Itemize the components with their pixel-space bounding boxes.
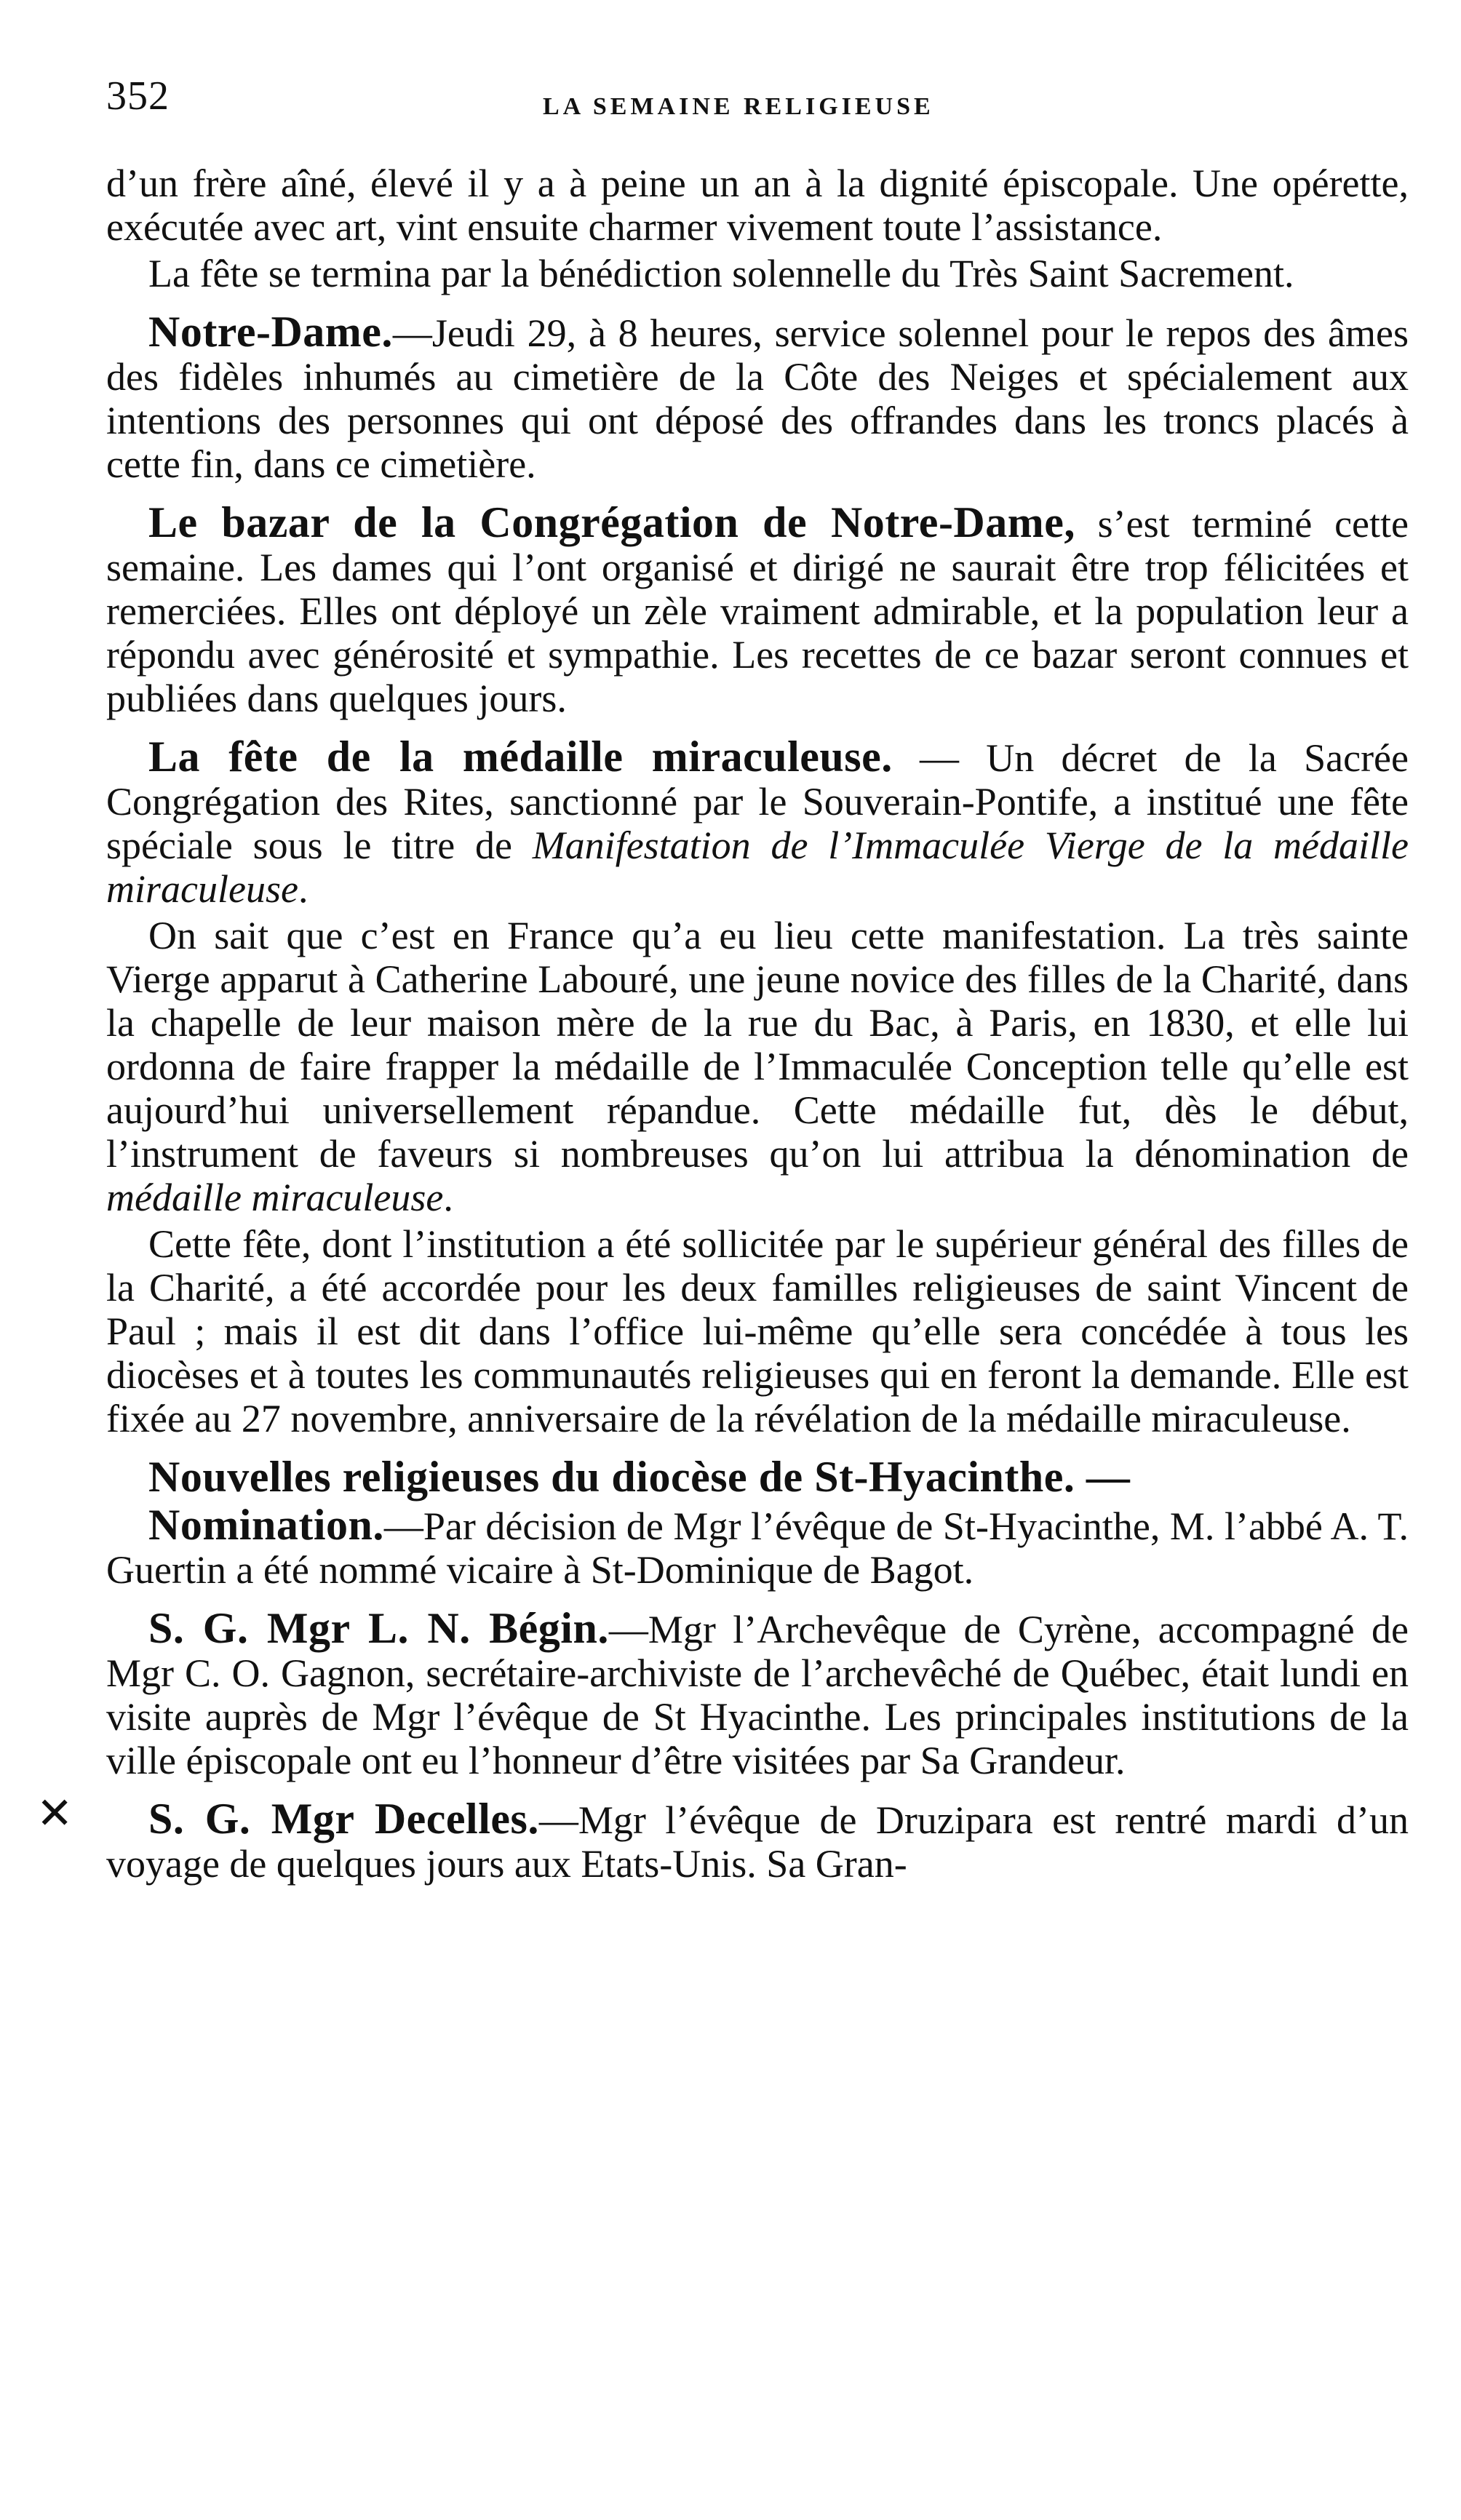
paragraph-medaille bbox=[106, 735, 1409, 911]
paragraph-text-nomination: —Par décision de Mgr l’évêque de St-Hyacinthe, M. l’abbé A. T. Guertin a été nommé vicaire à St-Dominique de Bagot. bbox=[106, 1504, 1409, 1592]
paragraph-lead-decelles: S. G. Mgr Decelles. bbox=[148, 1795, 539, 1843]
paragraph-begin bbox=[106, 1606, 1409, 1782]
page-number: 352 bbox=[106, 73, 170, 119]
medal-name: médaille miraculeuse bbox=[106, 1176, 444, 1219]
paragraph-lead-medaille: La fête de la médaille miraculeuse. bbox=[148, 733, 893, 781]
section-title: Nouvelles religieuses du diocèse de St-Hyacinthe. — bbox=[148, 1453, 1131, 1501]
feast-title-end: . bbox=[298, 867, 308, 911]
paragraph-lead-begin: S. G. Mgr L. N. Bégin. bbox=[148, 1604, 609, 1652]
medal-name-end: . bbox=[443, 1176, 453, 1219]
section-title-st-hyacinthe bbox=[106, 1455, 1409, 1500]
paragraph-lead-bazar: Le bazar de la Congrégation de Notre-Dame, bbox=[148, 498, 1075, 546]
paragraph-notre-dame bbox=[106, 310, 1409, 486]
paragraph-text-begin: —Mgr l’Archevêque de Cyrène, accompagné de Mgr C. O. Gagnon, secrétaire-archiviste de l’archevêché de Québec, était lundi en visite auprès de Mgr l’évêque de St Hyacinthe. Les principales institutions de la ville épiscopale ont eu l’honneur d’être visitées par Sa Grandeur. bbox=[106, 1608, 1409, 1782]
paragraph-fete-instituee: Cette fête, dont l’institution a été sollicitée par le supérieur général des filles de la Charité, a été accordée pour les deux familles religieuses de saint Vincent de Paul ; mais il est dit dans l’office lui-même qu’elle sera concédée à tous les diocèses et à toutes les communautés religieuses qui en feront la demande. Elle est fixée au 27 novembre, anniversaire de la révélation de la médaille miraculeuse. bbox=[106, 1222, 1409, 1440]
paragraph-text-medaille: — Un décret de la Sacrée Congrégation des Rites, sanctionné par le Souverain-Pontife, a institué une fête spéciale sous le titre de bbox=[106, 736, 1409, 867]
paragraph-frere-aine: d’un frère aîné, élevé il y a à peine un an à la dignité épiscopale. Une opérette, exécutée avec art, vint ensuite charmer vivement toute l’assistance. bbox=[106, 162, 1409, 249]
paragraph-lead-nomination: Nomination. bbox=[148, 1501, 384, 1549]
paragraph-lead-notre-dame: Notre-Dame. bbox=[148, 308, 393, 356]
page-header bbox=[106, 73, 1416, 138]
running-head: LA SEMAINE RELIGIEUSE bbox=[543, 93, 934, 120]
margin-annotation-mark: ✕ bbox=[36, 1788, 73, 1839]
paragraph-fete-termina: La fête se termina par la bénédiction solennelle du Très Saint Sacrement. bbox=[148, 252, 1294, 295]
paragraph-nomination bbox=[106, 1503, 1409, 1592]
paragraph-text-bazar: s’est terminé cette semaine. Les dames qui l’ont organisé et dirigé ne saurait être trop félicitées et remerciées. Elles ont déployé un zèle vraiment admirable, et la population leur a répondu avec générosité et sympathie. Les recettes de ce bazar seront connues et publiées dans quelques jours. bbox=[106, 502, 1409, 720]
feast-title: Manifestation de l’Immaculée Vierge de la médaille miraculeuse bbox=[106, 824, 1409, 911]
paragraph-text-manifestation: On sait que c’est en France qu’a eu lieu cette manifestation. La très sainte Vierge apparut à Catherine Labouré, une jeune novice des filles de la Charité, dans la chapelle de leur maison mère de la rue du Bac, à Paris, en 1830, et elle lui ordonna de faire frapper la médaille de l’Immaculée Conception telle qu’elle est aujourd’hui universellement répandue. Cette médaille fut, dès le début, l’instrument de faveurs si nombreuses qu’on lui attribua la dénomination de bbox=[106, 914, 1409, 1176]
paragraph-decelles bbox=[106, 1797, 1409, 1886]
article-body bbox=[106, 162, 1409, 1900]
paragraph-bazar bbox=[106, 498, 1409, 720]
paragraph-manifestation bbox=[106, 914, 1409, 1219]
paragraph-text-notre-dame: —Jeudi 29, à 8 heures, service solennel pour le repos des âmes des fidèles inhumés au cimetière de la Côte des Neiges et spécialement aux intentions des personnes qui ont déposé des offrandes dans les troncs placés à cette fin, dans ce cimetière. bbox=[106, 311, 1409, 486]
paragraph-text-decelles: —Mgr l’évêque de Druzipara est rentré mardi d’un voyage de quelques jours aux Etats-Unis. Sa Gran- bbox=[106, 1798, 1409, 1886]
